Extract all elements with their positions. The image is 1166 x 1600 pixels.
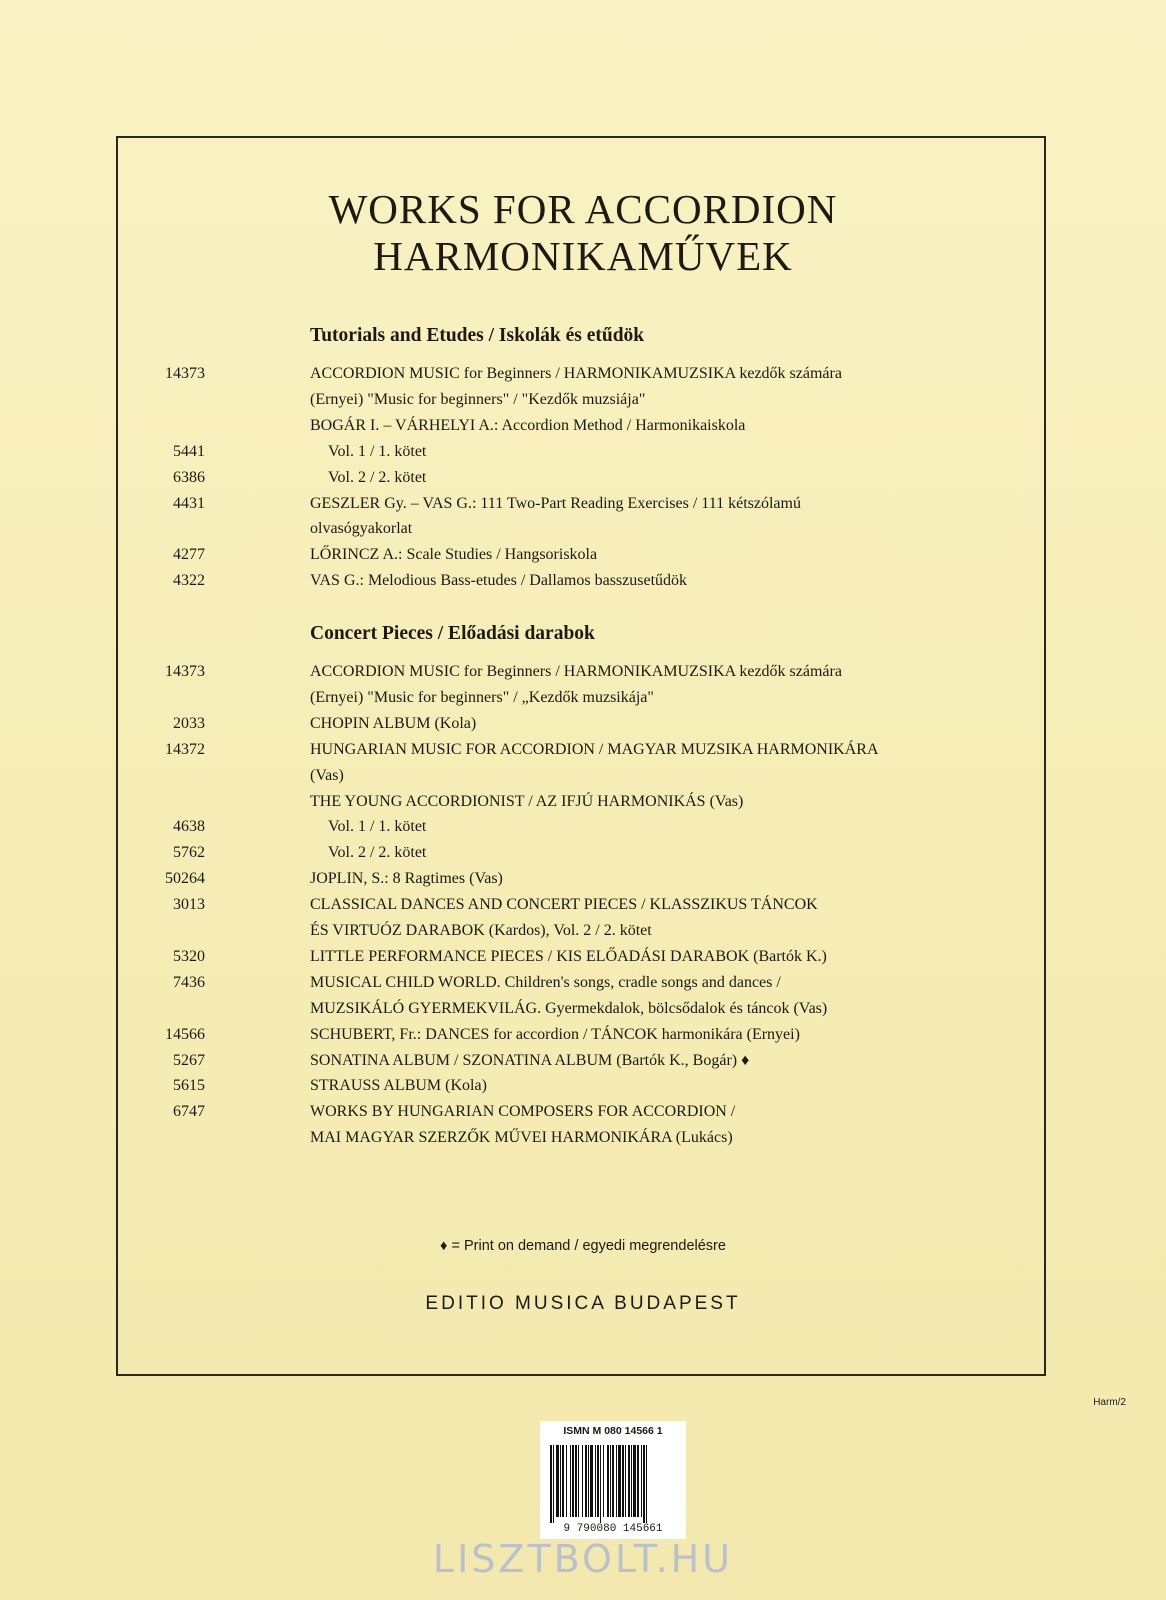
catalog-title: Vol. 2 / 2. kötet (328, 468, 427, 486)
catalog-title: Vol. 1 / 1. kötet (328, 442, 427, 460)
catalog-title: ACCORDION MUSIC for Beginners / HARMONIKAMUZSIKA kezdők számára (310, 365, 842, 382)
catalog-number: 4277 (173, 546, 205, 564)
catalog-title: WORKS BY HUNGARIAN COMPOSERS FOR ACCORDION / (310, 1103, 736, 1121)
catalog-number: 14373 (165, 663, 205, 680)
catalog-number: 5762 (173, 844, 205, 862)
catalog-number: 4638 (173, 818, 205, 836)
catalog-title: CLASSICAL DANCES AND CONCERT PIECES / KLASSZIKUS TÁNCOK (310, 896, 818, 914)
catalog-entry (0, 663, 1100, 689)
catalog-entry (0, 818, 1100, 844)
catalog-number: 5615 (173, 1077, 205, 1095)
edition-code: Harm/2 (1093, 1397, 1126, 1408)
catalog-title: ÉS VIRTUÓZ DARABOK (Kardos), Vol. 2 / 2. kötet (310, 922, 652, 939)
catalog-title: (Vas) (310, 766, 344, 784)
catalog-title: MUZSIKÁLÓ GYERMEKVILÁG. Gyermekdalok, bölcsődalok és táncok (Vas) (310, 999, 828, 1017)
catalog-number: 7436 (173, 973, 205, 991)
catalog-title: VAS G.: Melodious Bass-etudes / Dallamos basszusetűdök (310, 572, 688, 590)
watermark: LISZTBOLT.HU (432, 1537, 734, 1581)
catalog-entry (0, 417, 1100, 443)
catalog-entry (0, 689, 1100, 715)
catalog-number: 6747 (173, 1103, 205, 1121)
title-hungarian: HARMONIKAMŰVEK (373, 233, 793, 279)
catalog-entry (0, 1129, 1100, 1155)
catalog-title: STRAUSS ALBUM (Kola) (310, 1077, 487, 1095)
catalog-entry (0, 844, 1100, 870)
catalog-entry (0, 741, 1100, 767)
catalog-entry (0, 793, 1100, 819)
catalog-entry (0, 391, 1100, 417)
title-english: WORKS FOR ACCORDION (328, 186, 838, 232)
catalog-entry (0, 715, 1100, 741)
catalog-number: 14566 (165, 1025, 205, 1043)
catalog-number: 14372 (165, 740, 205, 758)
catalog-title: THE YOUNG ACCORDIONIST / AZ IFJÚ HARMONIKÁS (Vas) (310, 792, 744, 810)
catalog-title: Vol. 1 / 1. kötet (328, 818, 427, 836)
catalog-title: JOPLIN, S.: 8 Ragtimes (Vas) (310, 870, 503, 888)
catalog-title: ACCORDION MUSIC for Beginners / HARMONIKAMUZSIKA kezdők számára (310, 663, 842, 680)
catalog-entry (0, 922, 1100, 948)
catalog-title: HUNGARIAN MUSIC FOR ACCORDION / MAGYAR MUZSIKA HARMONIKÁRA (310, 740, 879, 758)
catalog-entry (0, 469, 1100, 495)
catalog-entry (0, 896, 1100, 922)
catalog-title: MAI MAGYAR SZERZŐK MŰVEI HARMONIKÁRA (Lukács) (310, 1129, 733, 1147)
catalog-title: (Ernyei) "Music for beginners" / "Kezdők muzsiája" (310, 390, 646, 408)
catalog-entry (0, 1077, 1100, 1103)
catalog-number: 6386 (173, 468, 205, 486)
catalog-number: 14373 (165, 365, 205, 382)
catalog-entry (0, 572, 1100, 598)
catalog-entry (0, 974, 1100, 1000)
print-on-demand-note: ♦ = Print on demand / egyedi megrendelésre (440, 1238, 726, 1254)
catalog-entry (0, 767, 1100, 793)
catalog-entry (0, 1000, 1100, 1026)
catalog-title: BOGÁR I. – VÁRHELYI A.: Accordion Method / Harmonikaiskola (310, 416, 746, 434)
catalog-title: MUSICAL CHILD WORLD. Children's songs, cradle songs and dances / (310, 973, 781, 991)
publisher-name: EDITIO MUSICA BUDAPEST (425, 1293, 741, 1314)
catalog-entry (0, 948, 1100, 974)
catalog-title: Vol. 2 / 2. kötet (328, 844, 427, 862)
catalog-entry (0, 1026, 1100, 1052)
catalog-entry (0, 546, 1100, 572)
ismn-number: ISMN M 080 14566 1 (563, 1425, 663, 1437)
catalog-title: olvasógyakorlat (310, 520, 413, 538)
catalog-entry (0, 495, 1100, 521)
catalog-number: 4431 (173, 494, 205, 512)
catalog-title: (Ernyei) "Music for beginners" / „Kezdők muzsikája" (310, 688, 654, 706)
catalog-entry (0, 870, 1100, 896)
catalog-title: CHOPIN ALBUM (Kola) (310, 714, 477, 732)
barcode-label (540, 1421, 686, 1539)
catalog-title: LŐRINCZ A.: Scale Studies / Hangsoriskola (310, 546, 598, 564)
barcode-icon (548, 1445, 678, 1523)
catalog-title: SCHUBERT, Fr.: DANCES for accordion / TÁNCOK harmonikára (Ernyei) (310, 1025, 800, 1043)
catalog-number: 50264 (165, 870, 205, 888)
catalog-number: 3013 (173, 896, 205, 914)
catalog-entry (0, 1052, 1100, 1078)
catalog-number: 4322 (173, 572, 205, 590)
catalog-entry (0, 520, 1100, 546)
section-heading: Concert Pieces / Előadási darabok (310, 623, 595, 644)
catalog-number: 5267 (173, 1051, 205, 1069)
catalog-number: 5320 (173, 947, 205, 965)
catalog-entry (0, 365, 1100, 391)
barcode-digits: 9 790080 145661 (563, 1523, 663, 1535)
catalog-number: 5441 (173, 442, 205, 460)
catalog-title: GESZLER Gy. – VAS G.: 111 Two-Part Reading Exercises / 111 kétszólamú (310, 494, 801, 512)
catalog-entry (0, 1103, 1100, 1129)
section-heading: Tutorials and Etudes / Iskolák és etűdök (310, 325, 645, 346)
catalog-entry (0, 443, 1100, 469)
catalog-number: 2033 (173, 714, 205, 732)
catalog-title: LITTLE PERFORMANCE PIECES / KIS ELŐADÁSI DARABOK (Bartók K.) (310, 947, 827, 965)
catalog-title: SONATINA ALBUM / SZONATINA ALBUM (Bartók K., Bogár) ♦ (310, 1051, 750, 1069)
